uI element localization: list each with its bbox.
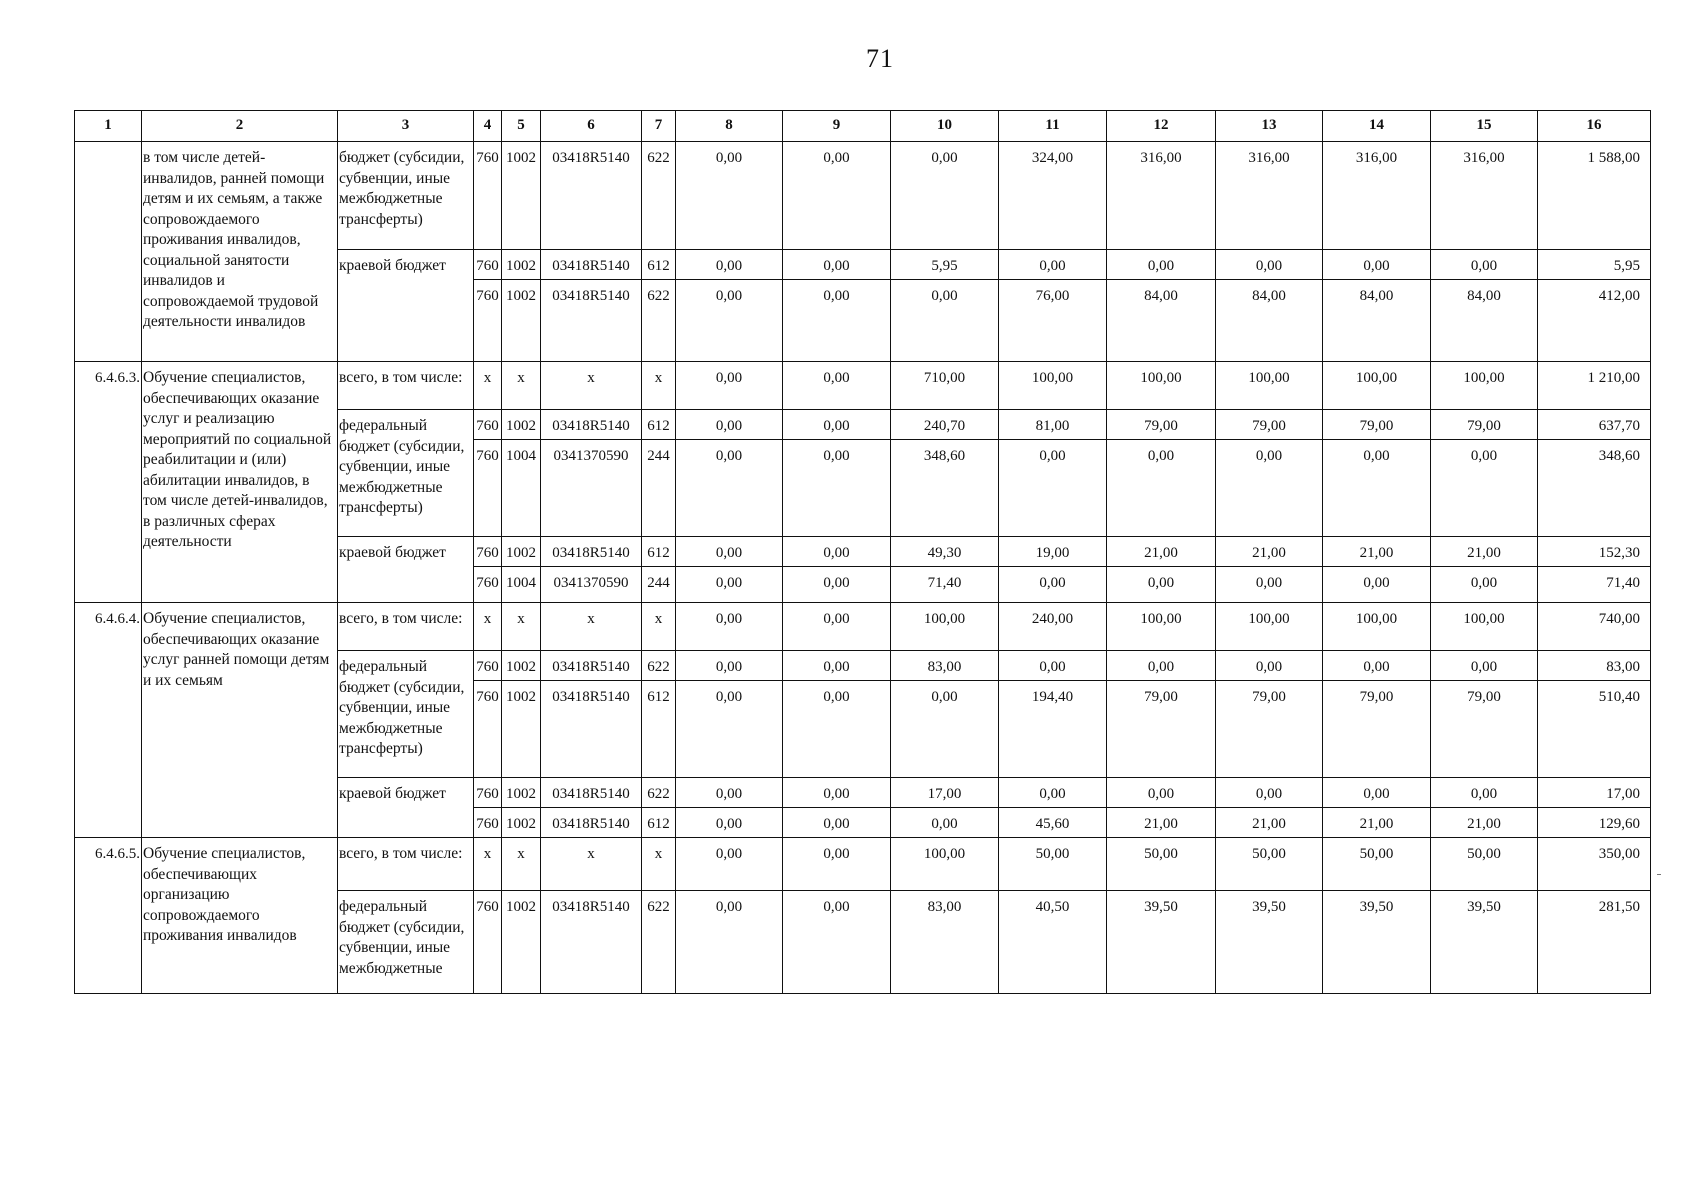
code-c6: 03418R5140: [541, 410, 642, 440]
code-c7: 612: [642, 250, 676, 280]
amount-col-10: 240,70: [891, 410, 999, 440]
amount-col-16: 281,50: [1538, 891, 1651, 994]
amount-col-8: 0,00: [676, 891, 783, 994]
amount-col-10: 0,00: [891, 280, 999, 362]
code-c6: 03418R5140: [541, 681, 642, 778]
amount-col-12: 84,00: [1107, 280, 1216, 362]
page-number: 71: [866, 44, 894, 73]
column-header-11: 11: [999, 111, 1107, 142]
code-c4: х: [474, 362, 502, 410]
amount-col-14: 79,00: [1323, 410, 1431, 440]
column-header-4: 4: [474, 111, 502, 142]
amount-col-12: 316,00: [1107, 142, 1216, 250]
code-c7: 622: [642, 280, 676, 362]
amount-col-14: 39,50: [1323, 891, 1431, 994]
amount-col-12: 21,00: [1107, 808, 1216, 838]
column-header-9: 9: [783, 111, 891, 142]
amount-col-16: 510,40: [1538, 681, 1651, 778]
amount-col-12: 0,00: [1107, 778, 1216, 808]
table-body: [75, 142, 1651, 994]
code-c6: 0341370590: [541, 440, 642, 537]
amount-col-16: 1 588,00: [1538, 142, 1651, 250]
amount-col-14: 0,00: [1323, 250, 1431, 280]
amount-col-8: 0,00: [676, 778, 783, 808]
funding-source: всего, в том числе:: [338, 362, 474, 410]
code-c5: 1002: [502, 410, 541, 440]
code-c6: х: [541, 603, 642, 651]
amount-col-16: 152,30: [1538, 537, 1651, 567]
amount-col-9: 0,00: [783, 440, 891, 537]
amount-col-12: 79,00: [1107, 410, 1216, 440]
amount-col-8: 0,00: [676, 537, 783, 567]
amount-col-11: 324,00: [999, 142, 1107, 250]
code-c5: 1002: [502, 250, 541, 280]
code-c4: 760: [474, 250, 502, 280]
table-header: [75, 111, 1651, 142]
funding-source: всего, в том числе:: [338, 603, 474, 651]
code-c7: 244: [642, 567, 676, 603]
funding-source: краевой бюджет: [338, 250, 474, 362]
code-c7: 622: [642, 651, 676, 681]
code-c7: 612: [642, 681, 676, 778]
amount-col-13: 0,00: [1216, 250, 1323, 280]
amount-col-11: 40,50: [999, 891, 1107, 994]
scan-mark: [1657, 874, 1661, 875]
amount-col-10: 17,00: [891, 778, 999, 808]
code-c6: х: [541, 362, 642, 410]
code-c5: 1002: [502, 808, 541, 838]
amount-col-14: 79,00: [1323, 681, 1431, 778]
code-c5: х: [502, 362, 541, 410]
amount-col-12: 0,00: [1107, 567, 1216, 603]
amount-col-8: 0,00: [676, 603, 783, 651]
amount-col-16: 71,40: [1538, 567, 1651, 603]
amount-col-8: 0,00: [676, 567, 783, 603]
code-c7: х: [642, 362, 676, 410]
amount-col-9: 0,00: [783, 891, 891, 994]
amount-col-10: 71,40: [891, 567, 999, 603]
amount-col-11: 100,00: [999, 362, 1107, 410]
code-c5: 1002: [502, 537, 541, 567]
amount-col-9: 0,00: [783, 362, 891, 410]
item-name: Обучение специалистов, обеспечивающих организацию сопровождаемого проживания инвалидов: [142, 838, 338, 994]
amount-col-13: 0,00: [1216, 567, 1323, 603]
amount-col-10: 83,00: [891, 651, 999, 681]
amount-col-10: 0,00: [891, 808, 999, 838]
column-header-12: 12: [1107, 111, 1216, 142]
amount-col-11: 81,00: [999, 410, 1107, 440]
amount-col-15: 0,00: [1431, 440, 1538, 537]
amount-col-13: 0,00: [1216, 440, 1323, 537]
code-c5: 1004: [502, 440, 541, 537]
code-c5: 1002: [502, 778, 541, 808]
amount-col-13: 21,00: [1216, 537, 1323, 567]
amount-col-9: 0,00: [783, 537, 891, 567]
amount-col-14: 84,00: [1323, 280, 1431, 362]
amount-col-14: 100,00: [1323, 362, 1431, 410]
code-c4: 760: [474, 567, 502, 603]
table-row: [75, 362, 1651, 410]
amount-col-12: 21,00: [1107, 537, 1216, 567]
amount-col-9: 0,00: [783, 142, 891, 250]
code-c5: 1002: [502, 891, 541, 994]
amount-col-9: 0,00: [783, 410, 891, 440]
amount-col-9: 0,00: [783, 603, 891, 651]
amount-col-14: 100,00: [1323, 603, 1431, 651]
code-c6: 0341370590: [541, 567, 642, 603]
funding-source: федеральный бюджет (субсидии, субвенции, иные межбюджетные трансферты): [338, 410, 474, 537]
code-c7: х: [642, 603, 676, 651]
amount-col-11: 19,00: [999, 537, 1107, 567]
funding-source: бюджет (субсидии, субвенции, иные межбюджетные трансферты): [338, 142, 474, 250]
amount-col-13: 84,00: [1216, 280, 1323, 362]
code-c4: х: [474, 603, 502, 651]
amount-col-14: 21,00: [1323, 808, 1431, 838]
amount-col-10: 49,30: [891, 537, 999, 567]
amount-col-10: 5,95: [891, 250, 999, 280]
code-c6: 03418R5140: [541, 250, 642, 280]
header-row: [75, 111, 1651, 142]
item-name: Обучение специалистов, обеспечивающих оказание услуг ранней помощи детям и их семьям: [142, 603, 338, 838]
code-c5: 1002: [502, 681, 541, 778]
amount-col-13: 79,00: [1216, 681, 1323, 778]
code-c5: 1004: [502, 567, 541, 603]
amount-col-14: 0,00: [1323, 440, 1431, 537]
table-row: [75, 603, 1651, 651]
funding-source: федеральный бюджет (субсидии, субвенции, иные межбюджетные: [338, 891, 474, 994]
code-c4: 760: [474, 681, 502, 778]
amount-col-12: 79,00: [1107, 681, 1216, 778]
funding-source: всего, в том числе:: [338, 838, 474, 891]
code-c6: х: [541, 838, 642, 891]
amount-col-11: 0,00: [999, 778, 1107, 808]
amount-col-13: 0,00: [1216, 778, 1323, 808]
column-header-7: 7: [642, 111, 676, 142]
amount-col-9: 0,00: [783, 778, 891, 808]
amount-col-9: 0,00: [783, 651, 891, 681]
amount-col-10: 348,60: [891, 440, 999, 537]
code-c7: 622: [642, 778, 676, 808]
column-header-2: 2: [142, 111, 338, 142]
code-c7: 612: [642, 410, 676, 440]
amount-col-13: 21,00: [1216, 808, 1323, 838]
amount-col-12: 100,00: [1107, 362, 1216, 410]
amount-col-15: 0,00: [1431, 778, 1538, 808]
amount-col-12: 100,00: [1107, 603, 1216, 651]
amount-col-8: 0,00: [676, 440, 783, 537]
amount-col-15: 84,00: [1431, 280, 1538, 362]
amount-col-10: 0,00: [891, 142, 999, 250]
column-header-14: 14: [1323, 111, 1431, 142]
table-row: [75, 142, 1651, 250]
amount-col-10: 83,00: [891, 891, 999, 994]
column-header-16: 16: [1538, 111, 1651, 142]
amount-col-14: 0,00: [1323, 567, 1431, 603]
amount-col-12: 0,00: [1107, 250, 1216, 280]
code-c7: 244: [642, 440, 676, 537]
code-c6: 03418R5140: [541, 651, 642, 681]
amount-col-9: 0,00: [783, 250, 891, 280]
amount-col-9: 0,00: [783, 280, 891, 362]
amount-col-8: 0,00: [676, 681, 783, 778]
code-c6: 03418R5140: [541, 808, 642, 838]
item-name: в том числе детей-инвалидов, ранней помощи детям и их семьям, а также сопровождаемого проживания инвалидов, социальной занятости инвалидов и сопровождаемой трудовой деятельности инвалидов: [142, 142, 338, 362]
code-c4: 760: [474, 410, 502, 440]
amount-col-13: 100,00: [1216, 603, 1323, 651]
amount-col-9: 0,00: [783, 567, 891, 603]
amount-col-14: 50,00: [1323, 838, 1431, 891]
code-c4: 760: [474, 778, 502, 808]
amount-col-13: 100,00: [1216, 362, 1323, 410]
code-c4: 760: [474, 280, 502, 362]
amount-col-13: 316,00: [1216, 142, 1323, 250]
code-c5: 1002: [502, 142, 541, 250]
amount-col-15: 100,00: [1431, 603, 1538, 651]
amount-col-8: 0,00: [676, 280, 783, 362]
amount-col-11: 0,00: [999, 651, 1107, 681]
column-header-8: 8: [676, 111, 783, 142]
amount-col-11: 76,00: [999, 280, 1107, 362]
funding-source: краевой бюджет: [338, 537, 474, 603]
code-c4: 760: [474, 808, 502, 838]
amount-col-13: 39,50: [1216, 891, 1323, 994]
item-number: 6.4.6.5.: [75, 838, 142, 994]
amount-col-8: 0,00: [676, 362, 783, 410]
amount-col-10: 100,00: [891, 838, 999, 891]
item-number: 6.4.6.3.: [75, 362, 142, 603]
code-c5: 1002: [502, 651, 541, 681]
column-header-15: 15: [1431, 111, 1538, 142]
amount-col-9: 0,00: [783, 808, 891, 838]
budget-table: [74, 110, 1651, 994]
code-c7: 612: [642, 537, 676, 567]
amount-col-14: 21,00: [1323, 537, 1431, 567]
amount-col-12: 0,00: [1107, 651, 1216, 681]
amount-col-11: 194,40: [999, 681, 1107, 778]
code-c4: 760: [474, 891, 502, 994]
item-number: [75, 142, 142, 362]
amount-col-11: 0,00: [999, 567, 1107, 603]
code-c7: 612: [642, 808, 676, 838]
table-row: [75, 838, 1651, 891]
amount-col-16: 5,95: [1538, 250, 1651, 280]
code-c6: 03418R5140: [541, 891, 642, 994]
amount-col-8: 0,00: [676, 838, 783, 891]
amount-col-13: 50,00: [1216, 838, 1323, 891]
amount-col-16: 350,00: [1538, 838, 1651, 891]
amount-col-12: 39,50: [1107, 891, 1216, 994]
amount-col-15: 0,00: [1431, 250, 1538, 280]
amount-col-15: 0,00: [1431, 651, 1538, 681]
amount-col-11: 240,00: [999, 603, 1107, 651]
amount-col-15: 50,00: [1431, 838, 1538, 891]
code-c4: 760: [474, 537, 502, 567]
amount-col-10: 100,00: [891, 603, 999, 651]
amount-col-15: 79,00: [1431, 681, 1538, 778]
amount-col-11: 50,00: [999, 838, 1107, 891]
amount-col-9: 0,00: [783, 681, 891, 778]
amount-col-14: 0,00: [1323, 651, 1431, 681]
amount-col-16: 83,00: [1538, 651, 1651, 681]
code-c6: 03418R5140: [541, 142, 642, 250]
amount-col-15: 316,00: [1431, 142, 1538, 250]
item-name: Обучение специалистов, обеспечивающих оказание услуг и реализацию мероприятий по социальной реабилитации и (или) абилитации инвалидов, в том числе детей-инвалидов, в различных сферах деятельности: [142, 362, 338, 603]
amount-col-9: 0,00: [783, 838, 891, 891]
code-c5: 1002: [502, 280, 541, 362]
amount-col-13: 79,00: [1216, 410, 1323, 440]
amount-col-14: 0,00: [1323, 778, 1431, 808]
amount-col-16: 348,60: [1538, 440, 1651, 537]
amount-col-12: 0,00: [1107, 440, 1216, 537]
column-header-6: 6: [541, 111, 642, 142]
amount-col-11: 45,60: [999, 808, 1107, 838]
column-header-1: 1: [75, 111, 142, 142]
amount-col-15: 21,00: [1431, 537, 1538, 567]
funding-source: краевой бюджет: [338, 778, 474, 838]
amount-col-16: 412,00: [1538, 280, 1651, 362]
amount-col-8: 0,00: [676, 250, 783, 280]
code-c5: х: [502, 603, 541, 651]
code-c5: х: [502, 838, 541, 891]
amount-col-14: 316,00: [1323, 142, 1431, 250]
code-c7: 622: [642, 891, 676, 994]
code-c7: х: [642, 838, 676, 891]
column-header-5: 5: [502, 111, 541, 142]
amount-col-15: 0,00: [1431, 567, 1538, 603]
amount-col-13: 0,00: [1216, 651, 1323, 681]
column-header-10: 10: [891, 111, 999, 142]
column-header-13: 13: [1216, 111, 1323, 142]
amount-col-16: 1 210,00: [1538, 362, 1651, 410]
amount-col-16: 740,00: [1538, 603, 1651, 651]
code-c4: х: [474, 838, 502, 891]
code-c4: 760: [474, 142, 502, 250]
amount-col-10: 0,00: [891, 681, 999, 778]
code-c6: 03418R5140: [541, 778, 642, 808]
amount-col-15: 79,00: [1431, 410, 1538, 440]
amount-col-8: 0,00: [676, 651, 783, 681]
code-c6: 03418R5140: [541, 537, 642, 567]
amount-col-8: 0,00: [676, 808, 783, 838]
amount-col-11: 0,00: [999, 440, 1107, 537]
code-c6: 03418R5140: [541, 280, 642, 362]
amount-col-16: 129,60: [1538, 808, 1651, 838]
amount-col-8: 0,00: [676, 410, 783, 440]
code-c4: 760: [474, 440, 502, 537]
item-number: 6.4.6.4.: [75, 603, 142, 838]
amount-col-10: 710,00: [891, 362, 999, 410]
amount-col-11: 0,00: [999, 250, 1107, 280]
column-header-3: 3: [338, 111, 474, 142]
funding-source: федеральный бюджет (субсидии, субвенции, иные межбюджетные трансферты): [338, 651, 474, 778]
amount-col-15: 39,50: [1431, 891, 1538, 994]
amount-col-15: 21,00: [1431, 808, 1538, 838]
amount-col-16: 17,00: [1538, 778, 1651, 808]
code-c4: 760: [474, 651, 502, 681]
amount-col-12: 50,00: [1107, 838, 1216, 891]
amount-col-16: 637,70: [1538, 410, 1651, 440]
code-c7: 622: [642, 142, 676, 250]
amount-col-8: 0,00: [676, 142, 783, 250]
amount-col-15: 100,00: [1431, 362, 1538, 410]
